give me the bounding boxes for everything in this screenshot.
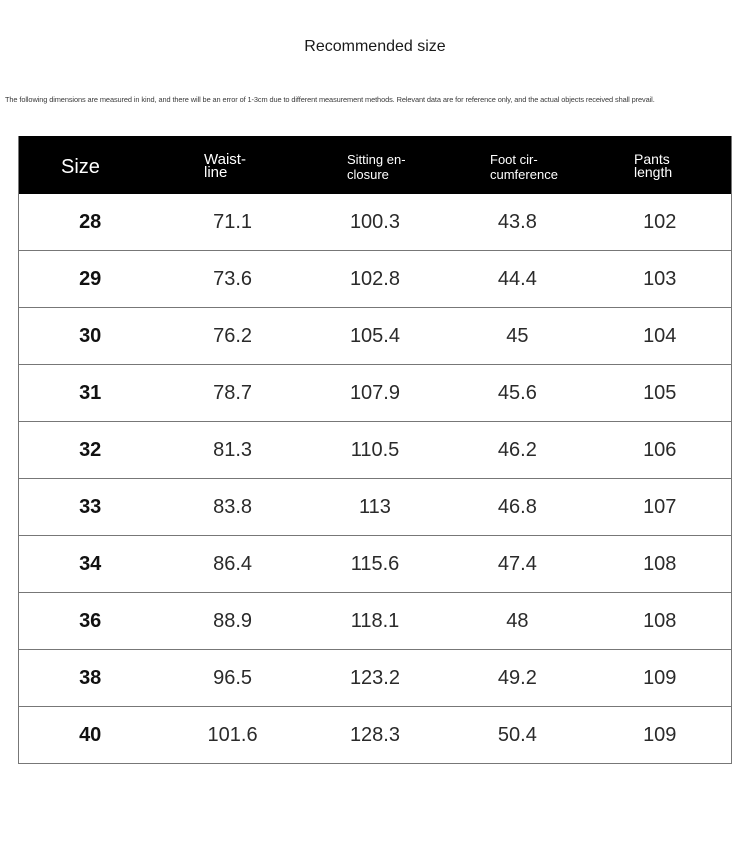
cell-pants-length: 103 [643,267,677,290]
cell-pants-length: 105 [643,381,677,404]
cell-size: 31 [79,381,102,404]
cell-sitting-enclosure: 110.5 [350,438,400,461]
page-title: Recommended size [304,38,446,55]
cell-pants-length: 107 [643,495,677,518]
cell-foot-circumference: 48 [506,609,529,632]
cell-pants-length: 102 [643,210,677,233]
cell-waistline: 76.2 [213,324,253,347]
header-waistline [204,153,284,179]
header-foot-line2: cumference [490,167,558,182]
header-foot-line1: Foot cir- [490,152,538,167]
header-sitting-enclosure [347,152,447,182]
table-header [19,136,731,194]
cell-sitting-enclosure: 113 [359,495,391,518]
cell-waistline: 96.5 [213,666,253,689]
cell-foot-circumference: 44.4 [497,267,537,290]
cell-size: 32 [79,438,102,461]
table-row [19,194,731,250]
cell-size: 40 [79,723,102,746]
cell-waistline: 86.4 [213,552,253,575]
cell-sitting-enclosure: 102.8 [349,267,400,290]
cell-foot-circumference: 43.8 [497,210,537,233]
cell-sitting-enclosure: 107.9 [349,381,400,404]
header-waistline-line2: line [204,164,228,181]
cell-waistline: 73.6 [213,267,253,290]
cell-waistline: 81.3 [213,438,253,461]
cell-pants-length: 108 [643,609,677,632]
header-pants-line1: Pants [634,151,670,167]
cell-size: 29 [79,267,102,290]
cell-foot-circumference: 45 [506,324,529,347]
cell-sitting-enclosure: 105.4 [349,324,400,347]
table-row [19,535,731,592]
cell-sitting-enclosure: 128.3 [349,723,400,746]
cell-pants-length: 109 [643,666,677,689]
table-row [19,307,731,364]
cell-foot-circumference: 49.2 [497,666,537,689]
table-row [19,706,731,763]
table-row [19,478,731,535]
cell-size: 36 [79,609,102,632]
header-pants-line2: length [634,164,673,180]
cell-sitting-enclosure: 123.2 [349,666,400,689]
header-waistline-line1: Waist- [204,151,246,168]
cell-waistline: 101.6 [207,723,258,746]
cell-pants-length: 109 [643,723,677,746]
cell-waistline: 83.8 [213,495,253,518]
cell-sitting-enclosure: 115.6 [350,552,400,575]
cell-waistline: 88.9 [213,609,253,632]
table-row [19,364,731,421]
measurement-note: The following dimensions are measured in kind, and there will be an error of 1-3cm due to different measurement methods. Relevant data are for reference only, and the actual objects received shall prevail. [5,95,655,104]
table-row [19,250,731,307]
cell-foot-circumference: 46.8 [497,495,537,518]
cell-waistline: 78.7 [213,381,253,404]
header-size: Size [61,156,100,178]
cell-pants-length: 104 [643,324,677,347]
cell-foot-circumference: 46.2 [497,438,537,461]
header-pants-length [634,153,714,179]
table-row [19,592,731,649]
header-sitting-line1: Sitting en- [347,152,406,167]
cell-pants-length: 108 [643,552,677,575]
header-sitting-line2: closure [347,167,389,182]
cell-size: 38 [79,666,102,689]
table-body [19,194,731,763]
header-foot-circumference [490,152,590,182]
table-row [19,421,731,478]
cell-foot-circumference: 47.4 [497,552,537,575]
cell-size: 34 [79,552,102,575]
table-row [19,649,731,706]
cell-foot-circumference: 50.4 [497,723,537,746]
cell-pants-length: 106 [643,438,677,461]
cell-size: 28 [79,210,102,233]
cell-sitting-enclosure: 118.1 [350,609,400,632]
cell-waistline: 71.1 [213,210,253,233]
cell-foot-circumference: 45.6 [497,381,537,404]
cell-size: 33 [79,495,102,518]
cell-size: 30 [79,324,102,347]
size-chart-table [18,136,732,764]
cell-sitting-enclosure: 100.3 [349,210,400,233]
